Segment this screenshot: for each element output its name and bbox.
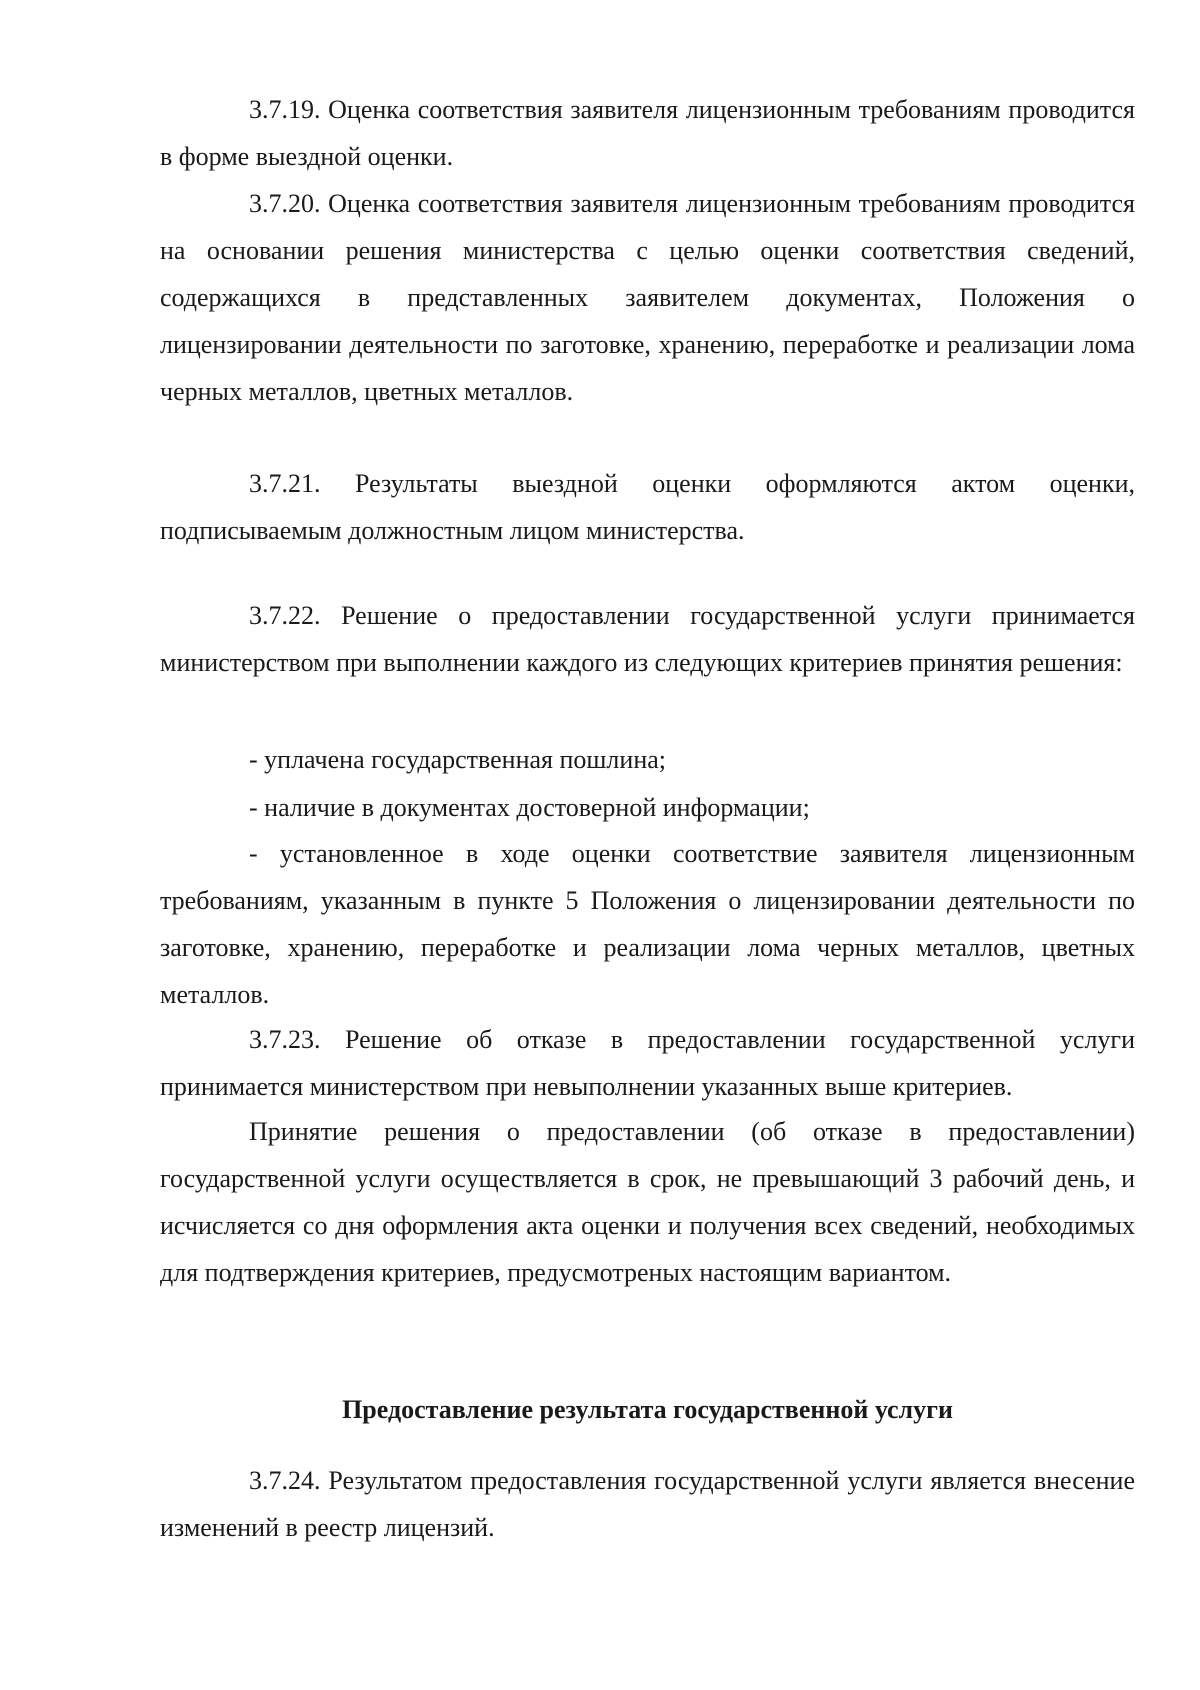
paragraph-decision-term: Принятие решения о предоставлении (об отказе в предоставлении) государственной услуги осуществляется в срок, не превышающий 3 рабочий день, и исчисляется со дня оформления акта оценки и получения всех сведений, необходимых для подтверждения критериев, предусмотреных настоящим вариантом. (160, 1117, 1135, 1287)
section-heading: Предоставление результата государственной услуги (342, 1395, 953, 1424)
criteria-list-item: - установленное в ходе оценки соответствие заявителя лицензионным требованиям, указанным в пункте 5 Положения о лицензировании деятельности по заготовке, хранению, переработке и реализации лома черных металлов, цветных металлов. (160, 839, 1135, 1009)
paragraph-3-7-19: 3.7.19. Оценка соответствия заявителя лицензионным требованиям проводится в форме выездной оценки. (160, 95, 1135, 171)
paragraph-3-7-20: 3.7.20. Оценка соответствия заявителя лицензионным требованиям проводится на основании решения министерства с целью оценки соответствия сведений, содержащихся в представленных заявителем документах, Положения о лицензировании деятельности по заготовке, хранению, переработке и реализации лома черных металлов, цветных металлов. (160, 189, 1135, 406)
criteria-list-item: - уплачена государственная пошлина; (249, 745, 667, 774)
criteria-list-item: - наличие в документах достоверной информации; (249, 793, 810, 822)
paragraph-3-7-21: 3.7.21. Результаты выездной оценки оформляются актом оценки, подписываемым должностным лицом министерства. (160, 469, 1135, 545)
paragraph-3-7-22: 3.7.22. Решение о предоставлении государственной услуги принимается министерством при выполнении каждого из следующих критериев принятия решения: (160, 601, 1135, 677)
paragraph-3-7-24: 3.7.24. Результатом предоставления государственной услуги является внесение изменений в реестр лицензий. (160, 1466, 1135, 1542)
paragraph-3-7-23: 3.7.23. Решение об отказе в предоставлении государственной услуги принимается министерством при невыполнении указанных выше критериев. (160, 1025, 1135, 1101)
